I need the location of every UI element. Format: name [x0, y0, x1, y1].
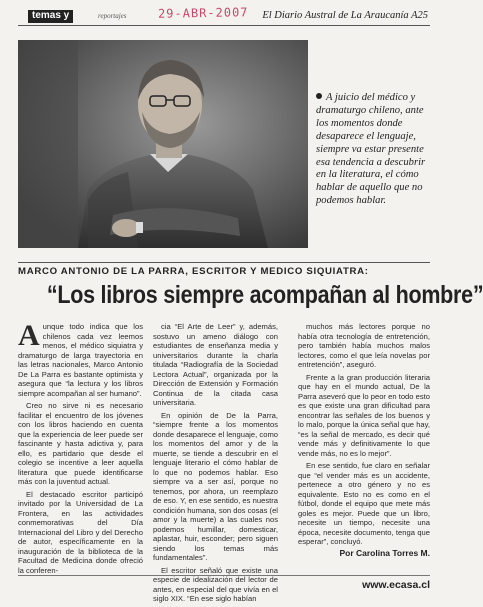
section-tag: temas y [28, 10, 73, 23]
author-photo [18, 40, 308, 248]
article-column-3 [298, 322, 430, 550]
handwritten-date: 29-ABR-2007 [157, 5, 249, 21]
section-subtitle: reportajes [98, 12, 127, 20]
paragraph: El escritor señaló que existe una especie de idealización del lector de antes, en especial del que vivía en el siglo XIX. “En ese siglo habían [153, 565, 278, 603]
headline: “Los libros siempre acompañan al hombre” [46, 281, 483, 309]
man-portrait-image [18, 40, 308, 248]
article-column-1 [18, 319, 143, 578]
divider [18, 575, 430, 576]
newspaper-name: El Diario Austral de La Araucanía A25 [262, 10, 428, 21]
paragraph: cia “El Arte de Leer” y, además, sostuvo un ameno diálogo con estudiantes de enseñanza media y universitarios durante la charla titulada “Radiografía de la Sociedad Lectora Actual”, organizada por la Dirección de Extensión y Formación Continua de la citada casa universitaria. [153, 322, 278, 407]
bullet-icon [316, 93, 322, 99]
page-header [18, 5, 430, 26]
headline-kicker: MARCO ANTONIO DE LA PARRA, ESCRITOR Y MEDICO SIQUIATRA: [18, 262, 430, 277]
paragraph: muchos más lectores porque no había otra tecnología de entretención, pero también había muchos malos lectores, como el que leía novelas por entretención”, aseguró. [298, 322, 430, 369]
paragraph: En ese sentido, fue claro en señalar que “el vender más es un accidente, pertenece a otro género y no es equivalente. Esto no es como en el fútbol, donde el equipo que mete más goles es mejor. Puede que un libro, necesite un tiempo, necesite una época, necesite documento, tenga que esperar”, concluyó. [298, 461, 430, 546]
byline: Por Carolina Torres M. [339, 548, 430, 558]
article-column-2 [153, 322, 278, 607]
website-link[interactable]: www.ecasa.cl [362, 579, 430, 591]
paragraph: Creo no sirve ni es necesario facilitar el encuentro de los jóvenes con los libros haciendo en cuenta que la experiencia de leer puede ser fascinante y hasta adictiva y, para ello, es partidario que desde el colegio se incentive a leer aquella literatura que puede identificarse más con la juventud actual. [18, 401, 143, 486]
paragraph: Frente a la gran producción literaria que hay en el mundo actual, De la Parra aseveró que lo peor en todo esto es que existe una gran dificultad para encontrar las señales de los buenos y lo malo, porque la única señal que hay, “es la señal de mercado, es decir qué vende más y definitivamente lo que vende más, no es lo mejor”. [298, 372, 430, 458]
pull-quote [316, 92, 430, 208]
paragraph: El destacado escritor participó invitado por la Universidad de La Frontera, en las actividades conmemorativas del Día Internacional del Libro y del Derecho de autor, específicamente en la inauguración de la biblioteca de la Facultad de Medicina donde ofreció la conferen- [18, 489, 143, 575]
drop-cap: A [18, 319, 40, 352]
paragraph: En opinión de De la Parra, “siempre frente a los momentos donde desaparece el lenguaje, como los momentos del amor y de la muerte, se tiende a descubrir en el lenguaje literario el cómo hablar de lo que no podemos hablar. Eso siempre va a ser así, porque no tenemos, por ahora, un reemplazo de eso. Y, en ese sentido, es nuestra condición humana, son dos cosas (el amor y la muerte) a las cuales nos podemos humillar, domesticar, aplastar, huir, esconder; pero siguen siendo los temas más fundamentales”. [153, 410, 278, 562]
pull-quote-text: A juicio del médico y dramaturgo chileno, ante los momentos donde desaparece el lenguaje, siempre va estar presente esa tendencia a descubrir en la literatura, el cómo hablar de aquello que no podemos hablar. [316, 92, 426, 207]
paragraph: Aunque todo indica que los chilenos cada vez leemos menos, el médico siquiatra y dramaturgo de larga trayectoria en las letras nacionales, Marco Antonio De La Parra es bastante optimista y asegura que “la lectura y los libros siempre acompañan al ser humano”. [18, 319, 143, 398]
